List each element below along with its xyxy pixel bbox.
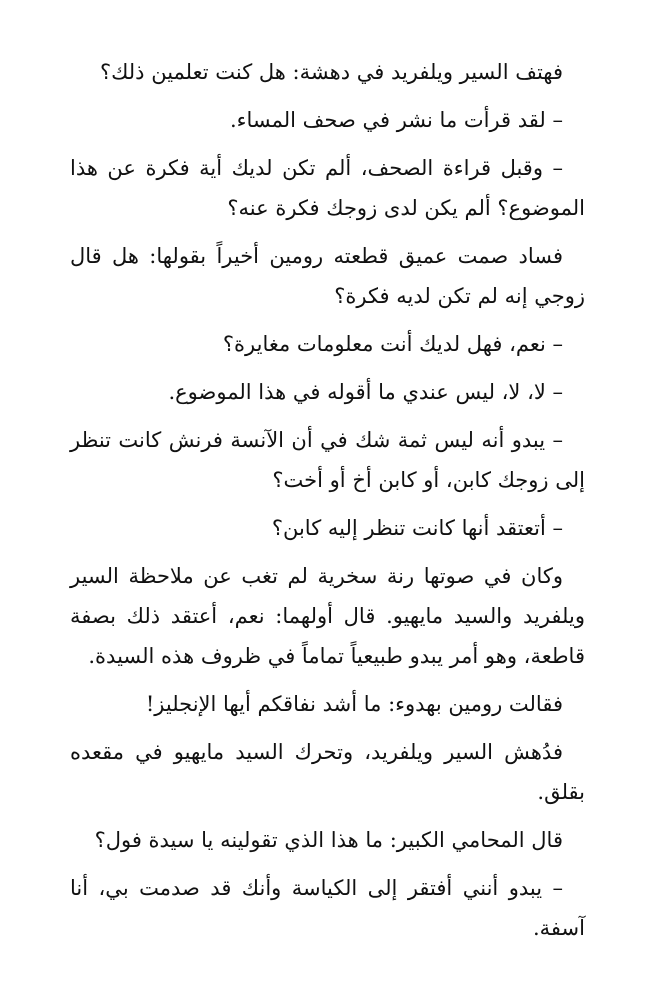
paragraph: فهتف السير ويلفريد في دهشة: هل كنت تعلمين ذلك؟: [99, 60, 563, 84]
paragraph: – يبدو أنني أفتقر إلى الكياسة وأنك قد صدمت بي، أنا آسفة.: [70, 876, 585, 940]
paragraph: وكان في صوتها رنة سخرية لم تغب عن ملاحظة السير ويلفريد والسيد مايهيو. قال أولهما: نعم، أعتقد ذلك بصفة قاطعة، وهو أمر يبدو طبيعياً تماماً في ظروف هذه السيدة.: [70, 564, 585, 668]
paragraph: – لقد قرأت ما نشر في صحف المساء.: [229, 108, 563, 132]
paragraph: – لا، لا، ليس عندي ما أقوله في هذا الموضوع.: [168, 380, 563, 404]
paragraph: فساد صمت عميق قطعته رومين أخيراً بقولها: هل قال زوجي إنه لم تكن لديه فكرة؟: [70, 244, 585, 308]
paragraph: قال المحامي الكبير: ما هذا الذي تقولينه يا سيدة فول؟: [94, 828, 563, 852]
paragraph: فقالت رومين بهدوء: ما أشد نفاقكم أيها الإنجليز!: [145, 692, 563, 716]
paragraph: فدُهش السير ويلفريد، وتحرك السيد مايهيو في مقعده بقلق.: [70, 740, 585, 804]
paragraph: – نعم، فهل لديك أنت معلومات مغايرة؟: [222, 332, 563, 356]
paragraph: – يبدو أنه ليس ثمة شك في أن الآنسة فرنش كانت تنظر إلى زوجك كابن، أو كابن أخ أو أخت؟: [70, 428, 585, 492]
paragraph: – أتعتقد أنها كانت تنظر إليه كابن؟: [271, 516, 563, 540]
page-text: [70, 52, 585, 956]
paragraph: – وقبل قراءة الصحف، ألم تكن لديك أية فكرة عن هذا الموضوع؟ ألم يكن لدى زوجك فكرة عنه؟: [70, 156, 585, 220]
